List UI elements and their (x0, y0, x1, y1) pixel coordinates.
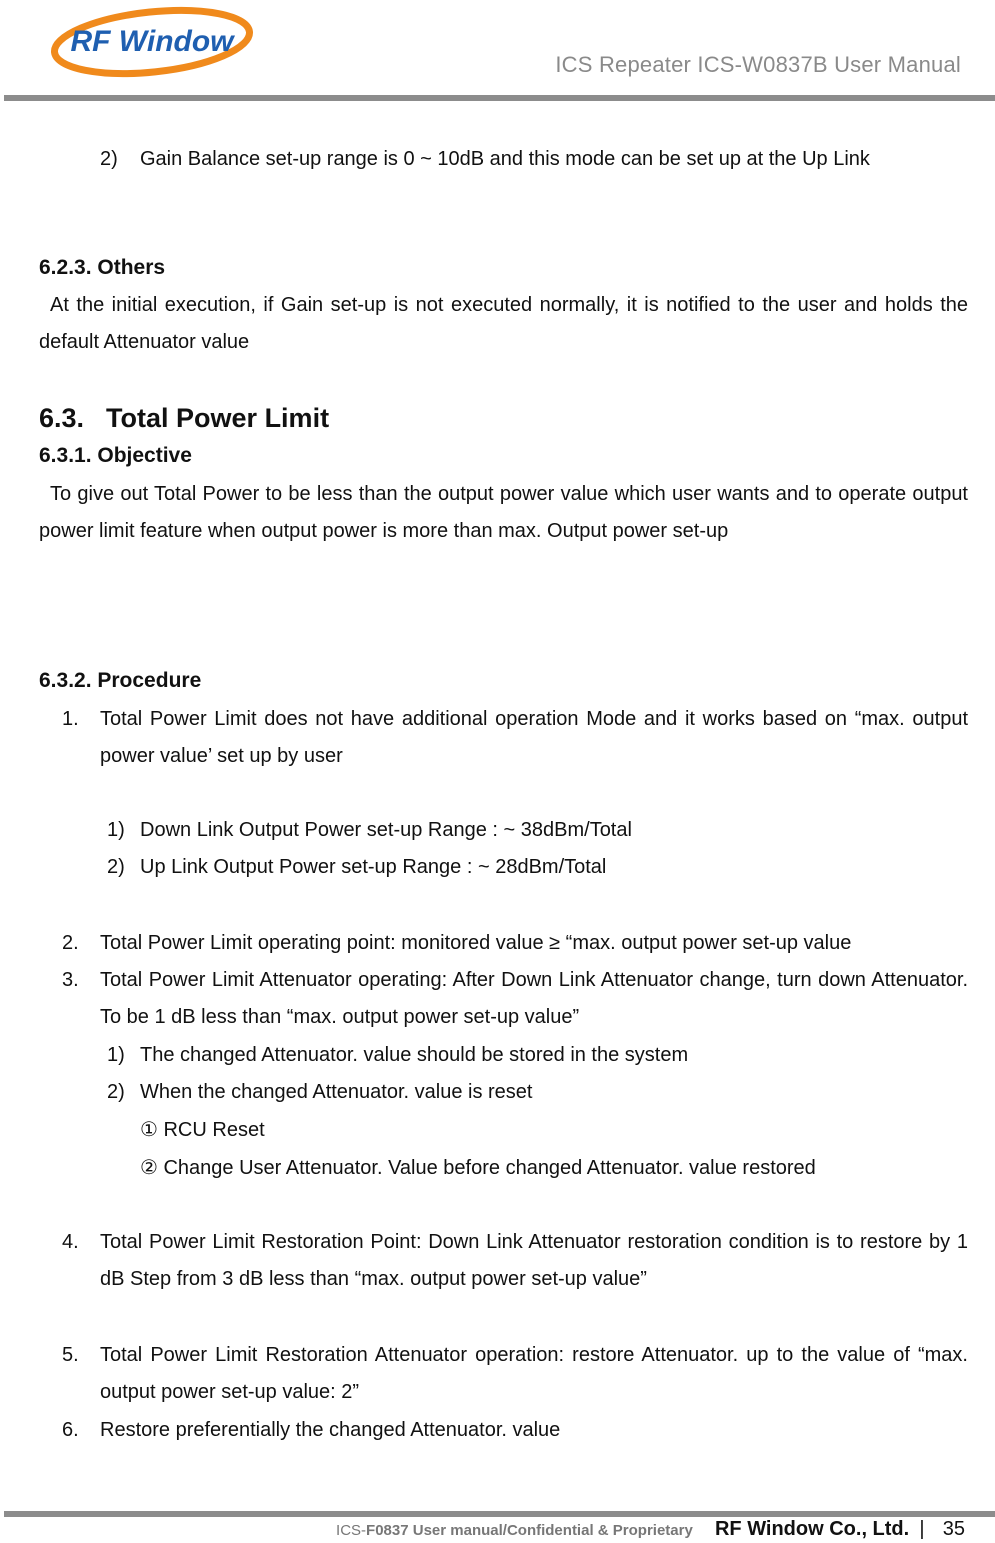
list-number: 6. (62, 1419, 79, 1441)
list-number: 1. (62, 708, 79, 730)
footer-divider (4, 1511, 995, 1517)
list-text: Total Power Limit operating point: monitored value ≥ “max. output power set-up value (100, 932, 852, 954)
procedure-item-1-sub-1 (107, 812, 968, 849)
list-text: Gain Balance set-up range is 0 ~ 10dB and this mode can be set up at the Up Link (140, 148, 870, 170)
list-number: 4. (62, 1231, 79, 1253)
objective-paragraph: To give out Total Power to be less than the output power value which user wants and to operate output power limit feature when output power is more than max. Output power set-up (39, 483, 968, 542)
list-text: Total Power Limit does not have additional operation Mode and it works based on “max. output power value’ set up by user (100, 708, 968, 767)
procedure-item-4 (62, 1224, 968, 1298)
list-number: 2) (107, 1081, 125, 1103)
procedure-item-2 (62, 925, 968, 962)
circled-item-2: ② Change User Attenuator. Value before changed Attenuator. value restored (140, 1157, 816, 1179)
heading-others: 6.2.3. Others (39, 256, 166, 279)
gain-balance-item (100, 141, 968, 178)
procedure-item-1 (62, 701, 968, 775)
logo-text: RF Window (70, 25, 234, 58)
list-number: 1) (107, 819, 125, 841)
heading-procedure: 6.3.2. Procedure (39, 669, 202, 692)
section-title: Total Power Limit (106, 403, 330, 433)
list-text: Total Power Limit Attenuator operating: After Down Link Attenuator change, turn down Attenuator. To be 1 dB less than “max. output power set-up value” (100, 969, 968, 1028)
procedure-item-3-sub-2 (107, 1074, 968, 1111)
section-number: 6.3. (39, 403, 85, 433)
list-number: 2. (62, 932, 79, 954)
circled-item-1: ① RCU Reset (140, 1119, 265, 1141)
page-footer (336, 1518, 965, 1541)
procedure-item-1-sub-2 (107, 849, 968, 886)
list-text: Total Power Limit Restoration Attenuator operation: restore Attenuator. up to the value of “max. output power set-up value: 2” (100, 1344, 968, 1403)
footer-doc-prefix: ICS- (336, 1522, 367, 1539)
list-text: Total Power Limit Restoration Point: Down Link Attenuator restoration condition is to restore by 1 dB Step from 3 dB less than “max. output power set-up value” (100, 1231, 968, 1290)
footer-separator: | (919, 1518, 925, 1540)
list-number: 3. (62, 969, 79, 991)
list-text: When the changed Attenuator. value is reset (140, 1081, 533, 1103)
list-text: Up Link Output Power set-up Range : ~ 28dBm/Total (140, 856, 607, 878)
list-number: 1) (107, 1044, 125, 1066)
list-number: 5. (62, 1344, 79, 1366)
others-paragraph: At the initial execution, if Gain set-up is not executed normally, it is notified to the user and holds the default Attenuator value (39, 294, 968, 353)
list-text: The changed Attenuator. value should be stored in the system (140, 1044, 689, 1066)
list-text: Restore preferentially the changed Attenuator. value (100, 1419, 561, 1441)
procedure-item-3-sub-1 (107, 1037, 968, 1074)
heading-objective: 6.3.1. Objective (39, 444, 192, 467)
list-text: Down Link Output Power set-up Range : ~ 38dBm/Total (140, 819, 632, 841)
company-logo (50, 6, 255, 78)
procedure-item-3 (62, 962, 968, 1036)
page-number: 35 (942, 1518, 965, 1540)
heading-total-power-limit (39, 403, 329, 434)
manual-title: ICS Repeater ICS-W0837B User Manual (555, 52, 961, 77)
procedure-item-5 (62, 1337, 968, 1411)
header-divider (4, 95, 995, 101)
procedure-item-6 (62, 1412, 968, 1449)
footer-company: RF Window Co., Ltd. (714, 1518, 910, 1540)
footer-doc-label: F0837 User manual/Confidential & Proprietary (366, 1522, 693, 1539)
list-number: 2) (107, 856, 125, 878)
list-number: 2) (100, 148, 118, 170)
